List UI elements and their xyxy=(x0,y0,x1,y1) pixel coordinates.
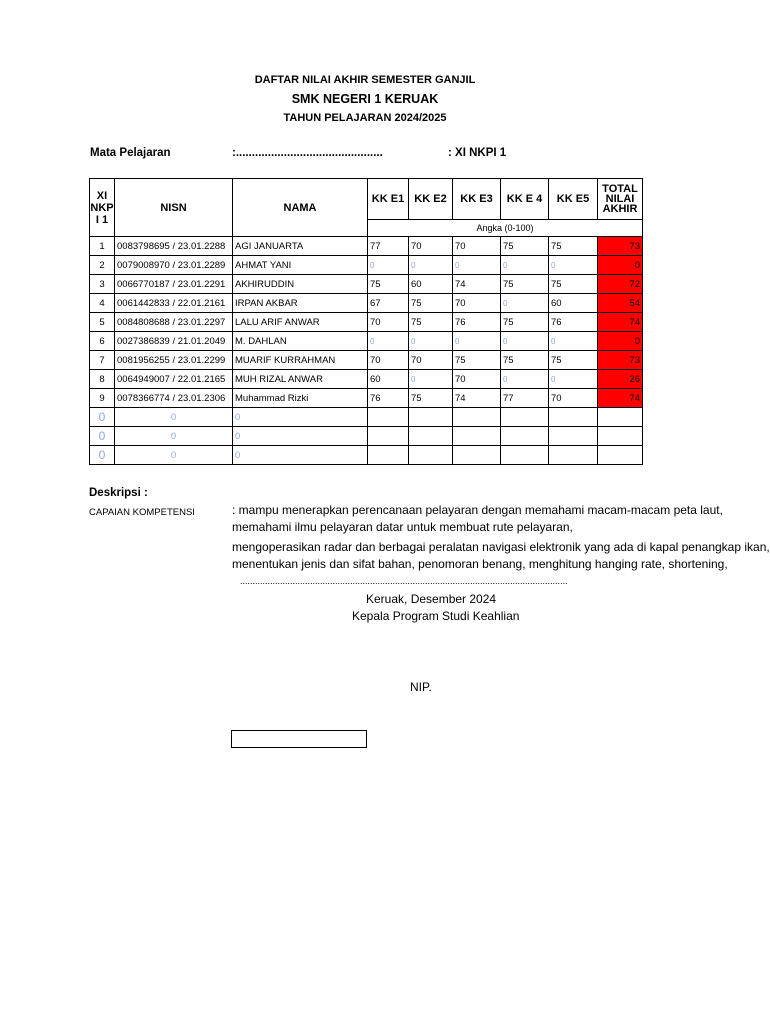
cell-kk5 xyxy=(549,446,598,465)
cell-kk1: 77 xyxy=(368,237,409,256)
school-name: SMK NEGERI 1 KERUAK xyxy=(291,92,439,106)
cell-kk1: 75 xyxy=(368,275,409,294)
cell-nama: IRPAN AKBAR xyxy=(233,294,368,313)
cell-kk4: 0 xyxy=(501,370,549,389)
dotted-line: ................................................................................................................................... xyxy=(240,576,568,586)
cell-nisn: 0061442833 / 22.01.2161 xyxy=(115,294,233,313)
cell-total: 73 xyxy=(598,237,643,256)
cell-kk2: 75 xyxy=(409,389,453,408)
description-label: Deskripsi : xyxy=(89,487,148,499)
cell-no: 0 xyxy=(90,427,115,446)
cell-kk4: 0 xyxy=(501,294,549,313)
header-nama: NAMA xyxy=(233,179,368,237)
cell-kk1: 0 xyxy=(368,256,409,275)
cell-no: 0 xyxy=(90,446,115,465)
competency-label: CAPAIAN KOMPETENSI xyxy=(89,507,195,518)
cell-nisn: 0066770187 / 23.01.2291 xyxy=(115,275,233,294)
cell-kk3: 70 xyxy=(453,237,501,256)
cell-nama: AHMAT YANI xyxy=(233,256,368,275)
cell-kk3 xyxy=(453,446,501,465)
header-class: XI NKP I 1 xyxy=(90,179,115,237)
cell-total: 74 xyxy=(598,389,643,408)
cell-kk2: 0 xyxy=(409,370,453,389)
table-row xyxy=(90,332,643,351)
cell-kk4: 75 xyxy=(501,237,549,256)
cell-kk4: 77 xyxy=(501,389,549,408)
table-row xyxy=(90,237,643,256)
cell-nisn: 0 xyxy=(115,408,233,427)
cell-kk5: 75 xyxy=(549,275,598,294)
cell-total xyxy=(598,427,643,446)
cell-kk5: 0 xyxy=(549,370,598,389)
cell-kk1: 70 xyxy=(368,351,409,370)
cell-no: 3 xyxy=(90,275,115,294)
competency-line-1: : mampu menerapkan perencanaan pelayaran dengan memahami macam-macam peta laut, xyxy=(232,503,723,517)
cell-kk1: 67 xyxy=(368,294,409,313)
cell-kk2 xyxy=(409,446,453,465)
competency-line-3: mengoperasikan radar dan berbagai peralatan navigasi elektronik yang ada di kapal penangkap ikan, xyxy=(232,540,770,554)
cell-no: 0 xyxy=(90,408,115,427)
header-nisn: NISN xyxy=(115,179,233,237)
cell-kk5: 60 xyxy=(549,294,598,313)
table-row xyxy=(90,256,643,275)
cell-kk5: 0 xyxy=(549,332,598,351)
cell-kk1: 76 xyxy=(368,389,409,408)
cell-nisn: 0 xyxy=(115,427,233,446)
cell-kk1: 0 xyxy=(368,332,409,351)
class-value: : XI NKPI 1 xyxy=(448,147,507,159)
cell-kk1 xyxy=(368,427,409,446)
cell-nisn: 0084808688 / 23.01.2297 xyxy=(115,313,233,332)
cell-nisn: 0078366774 / 23.01.2306 xyxy=(115,389,233,408)
cell-total: 26 xyxy=(598,370,643,389)
cell-kk4 xyxy=(501,446,549,465)
cell-kk5: 76 xyxy=(549,313,598,332)
cell-nisn: 0083798695 / 23.01.2288 xyxy=(115,237,233,256)
cell-total: 0 xyxy=(598,256,643,275)
cell-nama: 0 xyxy=(233,446,368,465)
cell-kk3: 76 xyxy=(453,313,501,332)
table-row xyxy=(90,275,643,294)
cell-total: 54 xyxy=(598,294,643,313)
cell-total xyxy=(598,408,643,427)
cell-kk3: 75 xyxy=(453,351,501,370)
table-row xyxy=(90,294,643,313)
table-row xyxy=(90,370,643,389)
cell-nisn: 0079008970 / 23.01.2289 xyxy=(115,256,233,275)
cell-no: 1 xyxy=(90,237,115,256)
cell-kk2: 70 xyxy=(409,237,453,256)
cell-kk1: 60 xyxy=(368,370,409,389)
cell-total xyxy=(598,446,643,465)
cell-nama: AGI JANUARTA xyxy=(233,237,368,256)
cell-kk2 xyxy=(409,408,453,427)
subject-value: :.............................................. xyxy=(232,147,383,159)
cell-kk4: 75 xyxy=(501,351,549,370)
cell-kk2: 70 xyxy=(409,351,453,370)
cell-kk3: 0 xyxy=(453,256,501,275)
cell-no: 9 xyxy=(90,389,115,408)
cell-nama: MUARIF KURRAHMAN xyxy=(233,351,368,370)
cell-kk3: 0 xyxy=(453,332,501,351)
place-date: Keruak, Desember 2024 xyxy=(366,592,497,606)
cell-nama: LALU ARIF ANWAR xyxy=(233,313,368,332)
table-row xyxy=(90,389,643,408)
document-title: DAFTAR NILAI AKHIR SEMESTER GANJIL xyxy=(254,74,476,86)
subject-label: Mata Pelajaran xyxy=(90,147,171,159)
cell-kk4: 0 xyxy=(501,256,549,275)
competency-line-2: memahami ilmu pelayaran datar untuk membuat rute pelayaran, xyxy=(232,520,573,534)
cell-kk2 xyxy=(409,427,453,446)
cell-kk5 xyxy=(549,408,598,427)
cell-nama: Muhammad Rizki xyxy=(233,389,368,408)
cell-kk4: 75 xyxy=(501,275,549,294)
cell-kk5: 0 xyxy=(549,256,598,275)
cell-total: 74 xyxy=(598,313,643,332)
cell-kk2: 75 xyxy=(409,294,453,313)
cell-kk2: 0 xyxy=(409,332,453,351)
cell-kk5: 75 xyxy=(549,237,598,256)
signer-name-box xyxy=(231,730,367,748)
cell-kk3 xyxy=(453,408,501,427)
cell-kk3: 74 xyxy=(453,389,501,408)
signer-position: Kepala Program Studi Keahlian xyxy=(352,609,520,623)
cell-nama: AKHIRUDDIN xyxy=(233,275,368,294)
cell-kk4 xyxy=(501,408,549,427)
competency-line-4: menentukan jenis dan sifat bahan, penomoran benang, menghitung hanging rate, shortening, xyxy=(232,557,728,571)
table-row xyxy=(90,427,643,446)
cell-no: 5 xyxy=(90,313,115,332)
cell-kk3: 70 xyxy=(453,370,501,389)
header-total: TOTAL NILAI AKHIR xyxy=(598,179,643,220)
cell-no: 4 xyxy=(90,294,115,313)
cell-nama: M. DAHLAN xyxy=(233,332,368,351)
cell-nama: MUH RIZAL ANWAR xyxy=(233,370,368,389)
header-kk-e1: KK E1 xyxy=(368,179,409,220)
header-score-range: Angka (0-100) xyxy=(368,220,643,237)
cell-nisn: 0027386839 / 21.01.2049 xyxy=(115,332,233,351)
cell-no: 6 xyxy=(90,332,115,351)
cell-total: 73 xyxy=(598,351,643,370)
header-kk-e3: KK E3 xyxy=(453,179,501,220)
cell-kk1 xyxy=(368,446,409,465)
cell-total: 72 xyxy=(598,275,643,294)
cell-kk3: 74 xyxy=(453,275,501,294)
cell-no: 2 xyxy=(90,256,115,275)
cell-kk2: 60 xyxy=(409,275,453,294)
cell-nisn: 0 xyxy=(115,446,233,465)
table-row xyxy=(90,313,643,332)
header-kk-e2: KK E2 xyxy=(409,179,453,220)
table-row xyxy=(90,351,643,370)
cell-no: 7 xyxy=(90,351,115,370)
table-row xyxy=(90,446,643,465)
header-kk-e5: KK E5 xyxy=(549,179,598,220)
cell-kk2: 75 xyxy=(409,313,453,332)
cell-nisn: 0081956255 / 23.01.2299 xyxy=(115,351,233,370)
cell-total: 0 xyxy=(598,332,643,351)
cell-nama: 0 xyxy=(233,408,368,427)
cell-nama: 0 xyxy=(233,427,368,446)
cell-nisn: 0064949007 / 22.01.2165 xyxy=(115,370,233,389)
academic-year: TAHUN PELAJARAN 2024/2025 xyxy=(283,112,447,124)
header-kk-e4: KK E 4 xyxy=(501,179,549,220)
nip-label: NIP. xyxy=(410,680,432,694)
cell-kk5: 70 xyxy=(549,389,598,408)
grades-table xyxy=(89,178,643,465)
table-row xyxy=(90,408,643,427)
cell-kk5: 75 xyxy=(549,351,598,370)
cell-kk4: 75 xyxy=(501,313,549,332)
cell-kk2: 0 xyxy=(409,256,453,275)
cell-kk4: 0 xyxy=(501,332,549,351)
cell-kk5 xyxy=(549,427,598,446)
cell-kk3 xyxy=(453,427,501,446)
cell-kk4 xyxy=(501,427,549,446)
cell-no: 8 xyxy=(90,370,115,389)
cell-kk3: 70 xyxy=(453,294,501,313)
cell-kk1 xyxy=(368,408,409,427)
cell-kk1: 70 xyxy=(368,313,409,332)
